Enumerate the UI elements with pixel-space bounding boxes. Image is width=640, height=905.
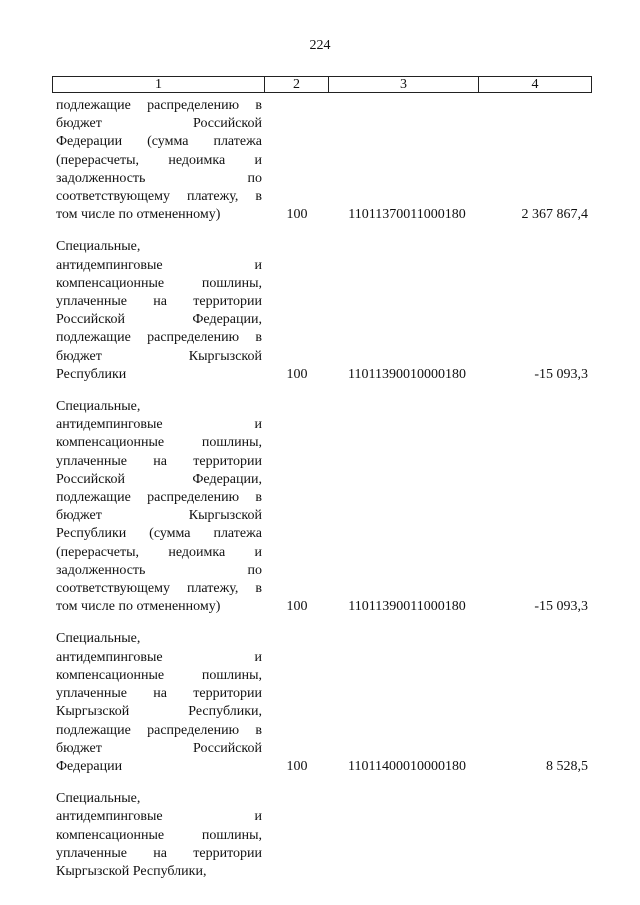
description-line: компенсационные пошлины,	[56, 275, 262, 291]
row-description	[52, 630, 262, 776]
table-row	[52, 398, 592, 616]
header-col-1: 1	[53, 77, 265, 92]
header-col-3: 3	[329, 77, 479, 92]
row-amount: -15 093,3	[534, 599, 588, 615]
row-admin-code: 100	[286, 758, 308, 774]
description-line: Республики (сумма платежа	[56, 526, 262, 542]
description-line: бюджет Кыргызской	[56, 508, 262, 524]
description-line: задолженность по	[56, 170, 262, 186]
row-description	[52, 790, 262, 881]
description-line: компенсационные пошлины,	[56, 827, 262, 843]
description-line: подлежащие распределению в	[56, 722, 262, 738]
table-row	[52, 790, 592, 881]
description-line: (перерасчеты, недоимка и	[56, 152, 262, 168]
description-line: том числе по отмененному)	[56, 599, 221, 615]
table-body	[52, 97, 592, 881]
description-line: уплаченные на территории	[56, 294, 262, 310]
row-description	[52, 238, 262, 384]
row-admin-code: 100	[286, 207, 308, 223]
description-line: соответствующему платежу, в	[56, 581, 262, 597]
row-amount: 8 528,5	[546, 758, 588, 774]
description-line: бюджет Российской	[56, 116, 262, 132]
row-admin-code: 100	[286, 366, 308, 382]
row-admin-code: 100	[286, 599, 308, 615]
description-line: Республики	[56, 366, 127, 382]
description-line: (перерасчеты, недоимка и	[56, 544, 262, 560]
description-line: антидемпинговые и	[56, 417, 262, 433]
description-line: Кыргызской Республики,	[56, 863, 207, 879]
description-line: компенсационные пошлины,	[56, 435, 262, 451]
description-line: подлежащие распределению в	[56, 490, 262, 506]
description-line: антидемпинговые и	[56, 649, 262, 665]
table-row	[52, 97, 592, 224]
page-number: 224	[309, 38, 331, 53]
description-line: уплаченные на территории	[56, 686, 262, 702]
row-description	[52, 398, 262, 616]
table-header	[52, 76, 592, 93]
description-line: уплаченные на территории	[56, 453, 262, 469]
row-amount: 2 367 867,4	[521, 207, 588, 223]
description-line: соответствующему платежу, в	[56, 189, 262, 205]
table-row	[52, 630, 592, 776]
description-line: компенсационные пошлины,	[56, 667, 262, 683]
description-line: антидемпинговые и	[56, 257, 262, 273]
description-line: Специальные,	[56, 631, 141, 647]
header-col-4: 4	[531, 77, 539, 92]
row-budget-code: 11011390011000180	[348, 599, 466, 615]
row-description	[52, 97, 262, 224]
row-budget-code: 11011370011000180	[348, 207, 466, 223]
description-line: антидемпинговые и	[56, 809, 262, 825]
description-line: Специальные,	[56, 791, 141, 807]
description-line: бюджет Российской	[56, 740, 262, 756]
description-line: подлежащие распределению в	[56, 98, 262, 113]
header-col-2: 2	[265, 77, 329, 92]
description-line: Российской Федерации,	[56, 471, 262, 487]
description-line: Специальные,	[56, 399, 141, 415]
description-line: Федерации	[56, 758, 123, 774]
table-row	[52, 238, 592, 384]
description-line: Специальные,	[56, 239, 141, 255]
description-line: Российской Федерации,	[56, 312, 262, 328]
description-line: Федерации (сумма платежа	[56, 134, 262, 150]
description-line: уплаченные на территории	[56, 845, 262, 861]
description-line: бюджет Кыргызской	[56, 348, 262, 364]
description-line: том числе по отмененному)	[56, 207, 221, 223]
description-line: задолженность по	[56, 562, 262, 578]
row-budget-code: 11011390010000180	[348, 366, 466, 382]
row-amount: -15 093,3	[534, 366, 588, 382]
description-line: Кыргызской Республики,	[56, 704, 262, 720]
row-budget-code: 11011400010000180	[348, 758, 466, 774]
description-line: подлежащие распределению в	[56, 330, 262, 346]
